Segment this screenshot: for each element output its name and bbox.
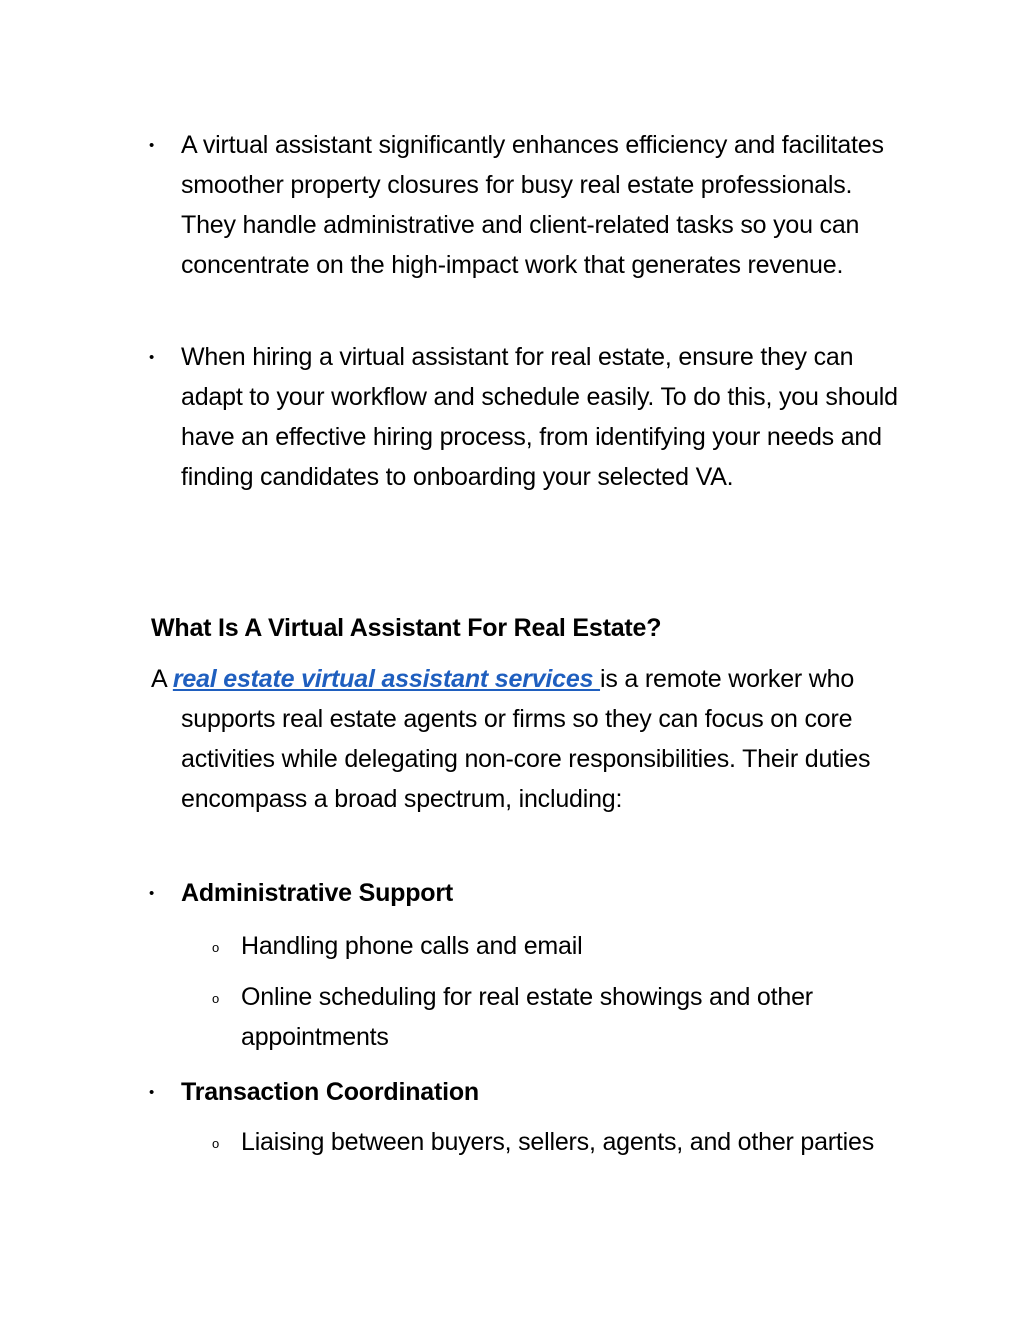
definition-paragraph: [151, 659, 911, 819]
bullet-marker: •: [149, 1084, 155, 1101]
bullet-marker: •: [149, 885, 155, 902]
intro-bullet-text: A virtual assistant significantly enhances efficiency and facilitates smoother property closures for busy real estate professionals. They handle administrative and client-related tasks so you can concentrate on the high-impact work that generates revenue.: [181, 131, 884, 279]
sub-bullet-marker: o: [212, 991, 220, 1006]
duty-item-text: Handling phone calls and email: [241, 932, 583, 960]
duty-title: Transaction Coordination: [181, 1078, 479, 1106]
paragraph-prefix: A: [151, 665, 173, 693]
section-heading: What Is A Virtual Assistant For Real Estate?: [151, 614, 662, 642]
paragraph-suffix: is a remote worker who supports real estate agents or firms so they can focus on core activities while delegating non-core responsibilities. Their duties encompass a broad spectrum, including:: [181, 665, 871, 813]
intro-bullet-text: When hiring a virtual assistant for real estate, ensure they can adapt to your workflow and schedule easily. To do this, you should have an effective hiring process, from identifying your needs and finding candidates to onboarding your selected VA.: [181, 343, 898, 491]
services-link[interactable]: real estate virtual assistant services: [172, 665, 601, 693]
duty-item-text: Liaising between buyers, sellers, agents, and other parties: [241, 1128, 875, 1156]
duty-title: Administrative Support: [181, 879, 454, 907]
bullet-marker: •: [149, 349, 155, 366]
bullet-marker: •: [149, 137, 155, 154]
sub-bullet-marker: o: [212, 1136, 220, 1151]
duty-item-text: Online scheduling for real estate showings and other appointments: [241, 983, 813, 1051]
sub-bullet-marker: o: [212, 940, 220, 955]
